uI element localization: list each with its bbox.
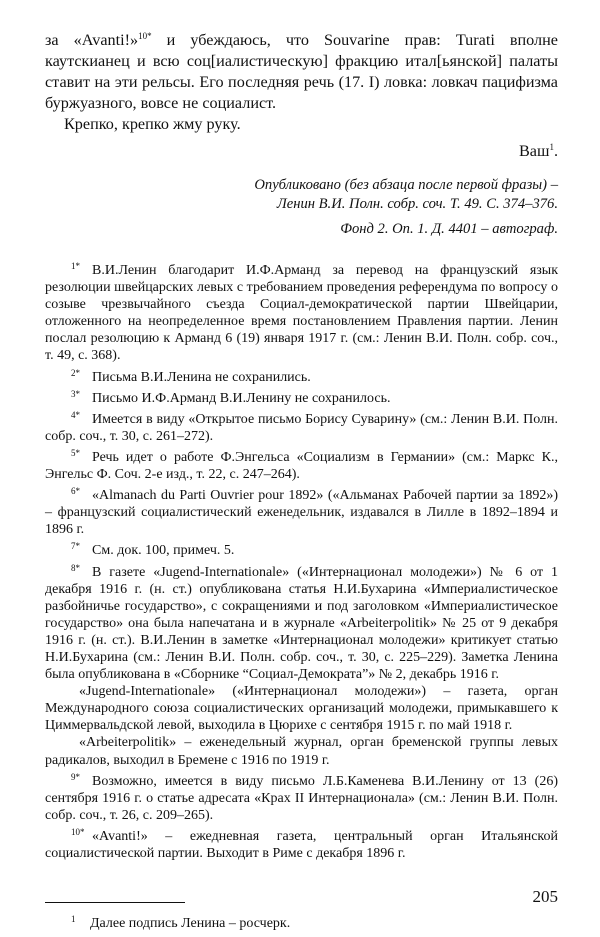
publication-source: Опубликовано (без абзаца после первой фразы) – — [254, 177, 558, 193]
footnote-text: Далее подпись Ленина – росчерк. — [90, 916, 291, 932]
text: и убеждаюсь, что Souvarine прав: Turati вполне каутскианец и всю соц[иалистическую] фракцию итал[ьянской] палаты ставит на эти рельсы. Его последняя речь (17. I) ловка: ловкач пацифизма буржуазного, вовсе не социалист. — [45, 31, 558, 112]
endnote — [45, 734, 558, 768]
endnote-text: Речь идет о работе Ф.Энгельса «Социализм в Германии» (см.: Маркс К., Энгельс Ф. Соч. 2-е изд., т. 22, с. 247–264). — [45, 449, 558, 483]
endnote-mark: 10* — [71, 826, 85, 837]
footnote-ref: 1 — [549, 142, 554, 152]
text: . — [553, 142, 558, 160]
endnote-text: «Arbeiterpolitik» – еженедельный журнал, орган бременской группы левых радикалов, выходил в Бремене с 1916 по 1919 г. — [45, 735, 558, 768]
endnote — [45, 365, 558, 386]
page-number: 205 — [532, 887, 558, 906]
endnotes — [45, 258, 558, 862]
endnote — [45, 538, 558, 559]
signature — [45, 141, 558, 162]
endnote — [45, 258, 558, 365]
endnote — [45, 386, 558, 407]
endnote — [45, 824, 558, 862]
archive-reference: Фонд 2. Оп. 1. Д. 4401 – автограф. — [340, 221, 558, 237]
endnote-mark: 8* — [71, 562, 80, 573]
text: Ваш — [519, 142, 550, 160]
endnote — [45, 683, 558, 734]
endnote — [45, 483, 558, 538]
endnote-text: «Almanach du Parti Ouvrier pour 1892» («Альманах Рабочей партии за 1892») – французский социалистический еженедельник, издавался в Лилле в 1892–1894 и 1896 г. — [45, 488, 558, 538]
endnote-mark: 1* — [71, 261, 80, 271]
endnote — [45, 769, 558, 824]
endnote-mark: 2* — [71, 367, 80, 378]
endnote-mark: 7* — [71, 541, 80, 552]
endnote-text: В.И.Ленин благодарит И.Ф.Арманд за перевод на французский язык резолюции швейцарских левых с требованием проведения референдума по вопросу о созыве чрезвычайного съезда Социал-демократической партии Швейцарии, отложенного на неопределенное время постановлением Правления партии. Ленин послал резолюцию к Арманд 6 (19) января 1917 г. (см.: Ленин В.И. Полн. собр. соч., т. 49, с. 368). — [45, 263, 558, 364]
endnote-text: «Jugend-Internationale» («Интернационал молодежи») – газета, орган Международного союза социалистических организаций молодежи, примыкавшего к Циммервальдской левой, выходила в Цюрихе с сентября 1915 г. по май 1918 г. — [45, 684, 558, 734]
endnote-text: В газете «Jugend-Internationale» («Интернационал молодежи») № 6 от 1 декабря 1916 г. (н. ст.) опубликована статья Н.И.Бухарина «Империалистическое разбойничье государство», с сокращениями и под заголовком «Империалистическое государство» она была напечатана и в журнале «Arbeiterpolitik» № 25 от 9 декабря 1916 г. (н. ст.). В.И.Ленин в заметке «Интернационал молодежи» критикует статью Н.И.Бухарина (см.: Ленин В.И. Полн. собр. соч., т. 30, с. 225–229). Заметка Ленина была опубликована в «Сборнике “Социал-Демократа”» № 2, декабрь 1916 г. — [45, 564, 558, 683]
endnote-text: Письма В.И.Ленина не сохранились. — [92, 369, 311, 385]
endnote-text: См. док. 100, примеч. 5. — [92, 543, 235, 559]
endnote — [45, 560, 558, 684]
letter-closing: Крепко, крепко жму руку. — [64, 115, 241, 133]
endnote-text: «Avanti!» – ежедневная газета, центральный орган Итальянской социалистической партии. Выходит в Риме с декабря 1896 г. — [45, 828, 558, 861]
note-ref: 10* — [138, 31, 152, 41]
footnote-mark: 1 — [71, 914, 76, 925]
endnote-mark: 6* — [71, 486, 80, 497]
endnote — [45, 407, 558, 445]
endnote-mark: 4* — [71, 409, 80, 420]
endnote-mark: 9* — [71, 771, 80, 782]
endnote-text: Возможно, имеется в виду письмо Л.Б.Каменева В.И.Ленину от 13 (26) сентября 1916 г. о статье адресата «Крах II Интернационала» (см.: Ленин В.И. Полн. собр. соч., т. 26, с. 209–265). — [45, 773, 558, 823]
footnote — [45, 911, 558, 932]
letter-paragraph — [45, 30, 558, 114]
endnote-text: Имеется в виду «Открытое письмо Борису Суварину» (см.: Ленин В.И. Полн. собр. соч., т. 30, с. 261–272). — [45, 411, 558, 444]
page — [45, 30, 558, 932]
endnote-text: Письмо И.Ф.Арманд В.И.Ленину не сохранилось. — [92, 390, 391, 406]
publication-source-2: Ленин В.И. Полн. собр. соч. Т. 49. С. 374–376. — [276, 196, 558, 212]
endnote-mark: 5* — [71, 447, 80, 458]
letter-text — [45, 30, 558, 239]
text: за «Avanti!» — [45, 31, 139, 49]
endnote-mark: 3* — [71, 388, 80, 399]
footnote-divider — [45, 902, 185, 903]
endnote — [45, 445, 558, 483]
